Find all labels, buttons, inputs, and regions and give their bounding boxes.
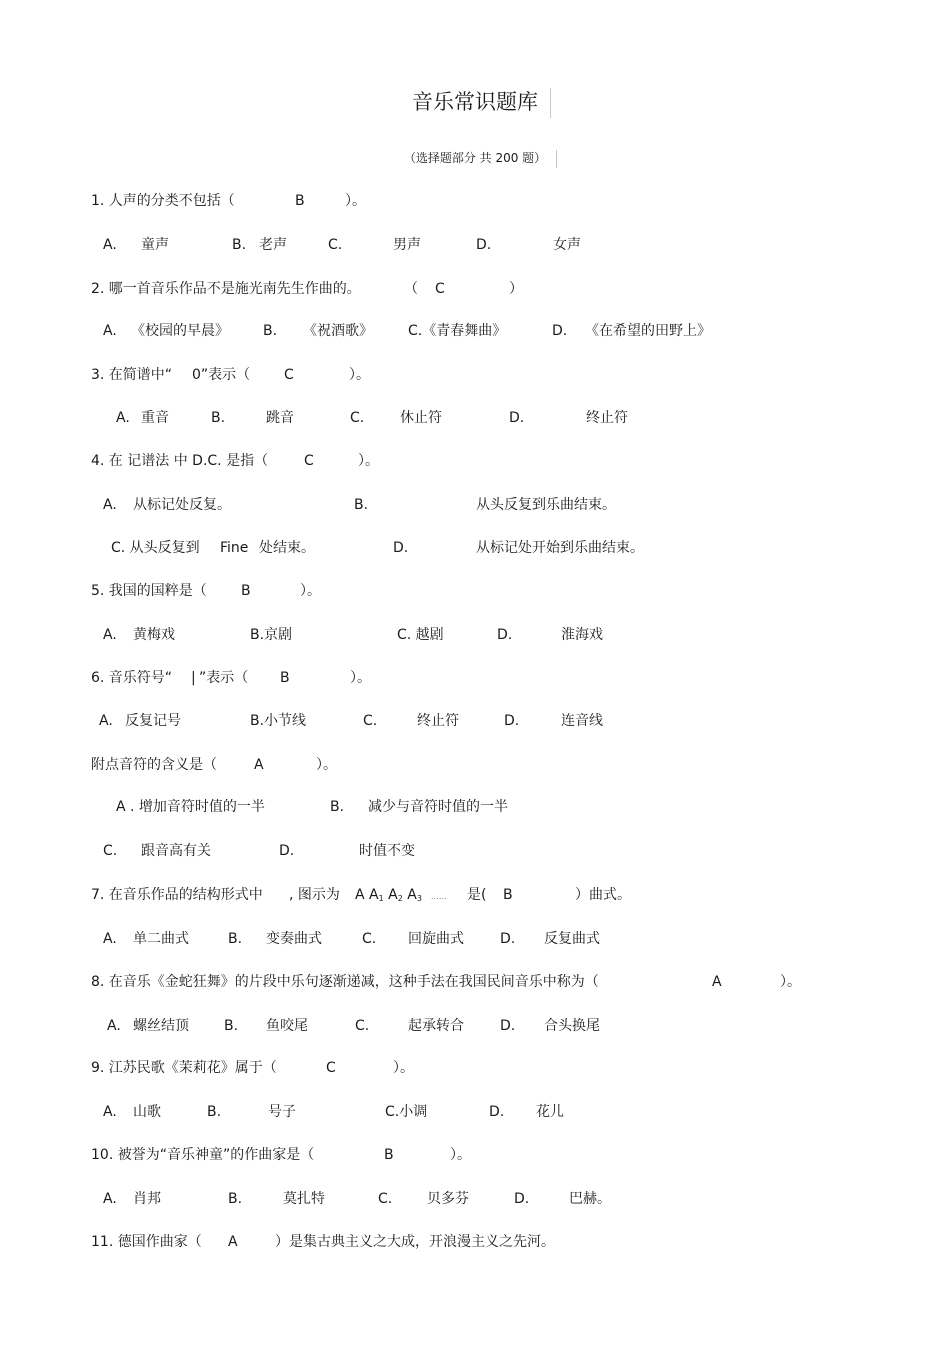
option-text: 减少与音符时值的一半	[368, 799, 508, 815]
formula-ellipsis: ……	[430, 892, 447, 901]
question-stem: 9. 江苏民歌《茉莉花》属于（	[91, 1060, 277, 1076]
option-text: C. 越剧	[397, 627, 444, 643]
option-label: A.	[103, 237, 117, 253]
question-stem: 8. 在音乐《金蛇狂舞》的片段中乐句逐渐递减，这种手法在我国民间音乐中称为（	[91, 974, 599, 990]
question-tail: ）。	[358, 453, 379, 469]
music-symbol: |	[191, 670, 196, 686]
option-label: D.	[393, 540, 409, 556]
option-text: 《祝酒歌》	[303, 323, 373, 339]
option-text: 从头反复到乐曲结束。	[476, 497, 616, 513]
option-label: D.	[489, 1104, 505, 1120]
question-stem: 0”表示（	[192, 367, 251, 383]
question-stem: 2. 哪一首音乐作品不是施光南先生作曲的。	[91, 281, 361, 297]
option-label: A.	[103, 627, 117, 643]
formula-part: A	[407, 887, 417, 903]
option-text: 童声	[141, 237, 169, 253]
question-tail: ）曲式。	[575, 887, 631, 903]
option-label: C.	[103, 843, 118, 859]
structure-formula	[355, 886, 447, 908]
question-tail: ）。	[780, 974, 801, 990]
question-tail: ）	[509, 281, 523, 297]
option-label: C.	[328, 237, 343, 253]
option-text: 时值不变	[359, 843, 415, 859]
answer: A	[254, 757, 264, 773]
question-stem: 10. 被誉为“音乐神童”的作曲家是（	[91, 1147, 315, 1163]
question-tail: ）。	[316, 757, 337, 773]
option-text: 山歌	[133, 1104, 161, 1120]
question-stem: , 图示为	[289, 887, 340, 903]
option-label: D.	[500, 1018, 516, 1034]
option-label: A.	[116, 410, 130, 426]
formula-part: A	[369, 887, 379, 903]
answer: B	[241, 583, 251, 599]
option-text: 男声	[393, 237, 421, 253]
question-stem: 是(	[467, 887, 487, 903]
option-text: 合头换尾	[544, 1018, 600, 1034]
option-label: D.	[552, 323, 568, 339]
option-label: A.	[103, 323, 117, 339]
option-text: 《在希望的田野上》	[585, 323, 711, 339]
option-label: D.	[497, 627, 513, 643]
option-label: B.	[228, 1191, 243, 1207]
option-text: Fine	[220, 540, 249, 556]
formula-part: A	[355, 887, 365, 903]
option-text: 肖邦	[133, 1191, 161, 1207]
option-text: 休止符	[400, 410, 442, 426]
answer: A	[712, 974, 722, 990]
answer: C	[304, 453, 314, 469]
option-text: 反复曲式	[544, 931, 600, 947]
option-label: A.	[103, 931, 117, 947]
question-tail: ）。	[300, 583, 321, 599]
option-text: A . 增加音符时值的一半	[116, 799, 265, 815]
option-label: D.	[500, 931, 516, 947]
option-label: A.	[99, 713, 113, 729]
option-text: 鱼咬尾	[266, 1018, 308, 1034]
option-text: 跳音	[266, 410, 294, 426]
question-tail: ）是集古典主义之大成，开浪漫主义之先河。	[275, 1234, 555, 1250]
option-label: C.	[350, 410, 365, 426]
option-text: 反复记号	[125, 713, 181, 729]
option-text: C.小调	[385, 1104, 428, 1120]
question-tail: ）。	[350, 670, 371, 686]
option-label: B.	[224, 1018, 239, 1034]
option-text: 莫扎特	[283, 1191, 325, 1207]
formula-subscript: 1	[378, 894, 384, 903]
formula-part: A	[388, 887, 398, 903]
question-tail: ）。	[450, 1147, 471, 1163]
option-text: 螺丝结顶	[133, 1018, 189, 1034]
option-text: B.小节线	[250, 713, 307, 729]
option-label: D.	[509, 410, 525, 426]
question-stem: ”表示（	[199, 670, 249, 686]
question-tail: ）。	[349, 367, 370, 383]
option-text: 花儿	[536, 1104, 564, 1120]
option-text: 《校园的早晨》	[131, 323, 229, 339]
answer: C	[326, 1060, 336, 1076]
option-label: B.	[354, 497, 369, 513]
option-text: 回旋曲式	[408, 931, 464, 947]
option-label: B.	[232, 237, 247, 253]
option-text: C. 从头反复到	[111, 540, 200, 556]
cursor-divider	[556, 150, 557, 168]
option-text: 老声	[259, 237, 287, 253]
option-label: B.	[211, 410, 226, 426]
question-paren: （	[404, 281, 418, 297]
formula-subscript: 2	[397, 894, 403, 903]
option-text: 黄梅戏	[133, 627, 175, 643]
cursor-divider	[550, 88, 551, 118]
option-label: C.	[378, 1191, 393, 1207]
question-stem: 4. 在 记谱法 中 D.C. 是指（	[91, 453, 269, 469]
question-stem: 1. 人声的分类不包括（	[91, 193, 235, 209]
option-label: C.	[362, 931, 377, 947]
option-label: B.	[330, 799, 345, 815]
answer: A	[228, 1234, 238, 1250]
option-label: C.	[355, 1018, 370, 1034]
option-text: 连音线	[561, 713, 603, 729]
question-stem: 11. 德国作曲家（	[91, 1234, 202, 1250]
question-stem: 3. 在简谱中“	[91, 367, 173, 383]
question-stem: 附点音符的含义是（	[91, 757, 217, 773]
option-text: 单二曲式	[133, 931, 189, 947]
option-text: 从标记处开始到乐曲结束。	[476, 540, 644, 556]
option-label: C.	[363, 713, 378, 729]
answer: B	[280, 670, 290, 686]
option-label: D.	[504, 713, 520, 729]
option-label: D.	[514, 1191, 530, 1207]
option-text: 处结束。	[259, 540, 315, 556]
option-label: A.	[103, 1104, 117, 1120]
question-tail: ）。	[393, 1060, 414, 1076]
page-title: 音乐常识题库	[412, 90, 538, 114]
option-text: 跟音高有关	[141, 843, 211, 859]
question-stem: 7. 在音乐作品的结构形式中	[91, 887, 263, 903]
option-text: 女声	[553, 237, 581, 253]
option-text: 号子	[268, 1104, 296, 1120]
option-label: D.	[476, 237, 492, 253]
question-tail: ）。	[345, 193, 366, 209]
option-text: 终止符	[586, 410, 628, 426]
option-label: A.	[103, 497, 117, 513]
question-stem: 5. 我国的国粹是（	[91, 583, 207, 599]
option-text: 淮海戏	[561, 627, 603, 643]
answer: C	[284, 367, 294, 383]
page-subtitle: （选择题部分 共 200 题）	[403, 151, 547, 165]
answer: B	[295, 193, 305, 209]
option-text: 变奏曲式	[266, 931, 322, 947]
option-text: 起承转合	[408, 1018, 464, 1034]
option-label: B.	[263, 323, 278, 339]
option-text: 终止符	[417, 713, 459, 729]
option-text: 贝多芬	[427, 1191, 469, 1207]
formula-subscript: 3	[416, 894, 422, 903]
option-label: B.	[207, 1104, 222, 1120]
option-text: 从标记处反复。	[133, 497, 231, 513]
option-label: B.	[228, 931, 243, 947]
option-label: A.	[107, 1018, 121, 1034]
option-text: C.《青春舞曲》	[408, 323, 507, 339]
question-stem: 6. 音乐符号“	[91, 670, 173, 686]
answer: B	[384, 1147, 394, 1163]
option-text: B.京剧	[250, 627, 293, 643]
answer: B	[503, 887, 513, 903]
answer: C	[435, 281, 445, 297]
option-label: D.	[279, 843, 295, 859]
option-label: A.	[103, 1191, 117, 1207]
option-text: 巴赫。	[569, 1191, 611, 1207]
option-text: 重音	[141, 410, 169, 426]
